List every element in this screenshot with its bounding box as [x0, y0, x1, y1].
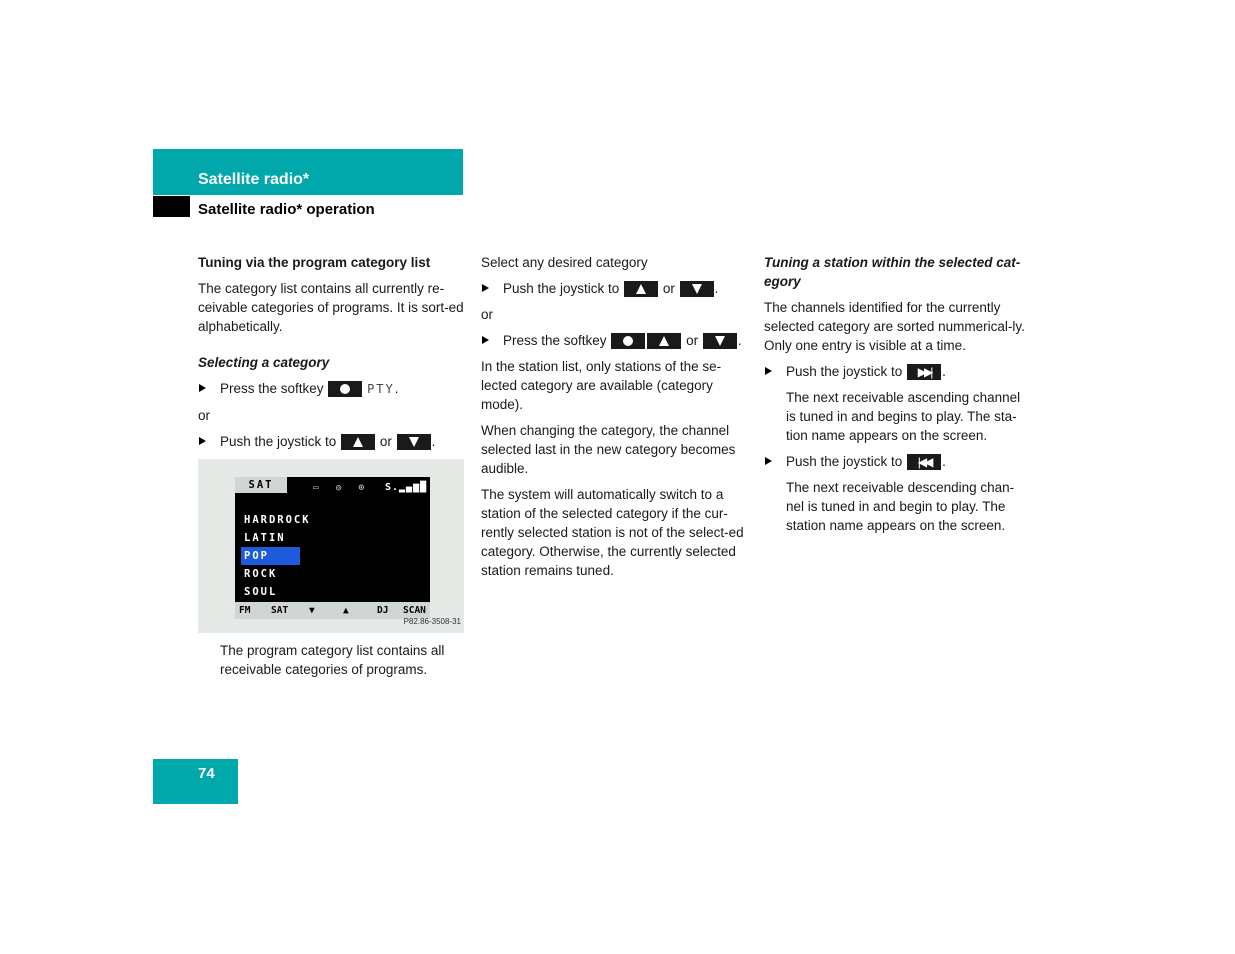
result-ascending: The next receivable ascending channel is tuned in and begins to play. The sta-tion name appears on the screen.	[786, 390, 1021, 443]
paragraph-auto-switch: The system will automatically switch to a station of the selected category if the cur-rently selected station is not of the select-ed category. Otherwise, the currently selected station remains tuned.	[481, 487, 744, 578]
step-push-joystick: Push the joystick to or .	[481, 279, 749, 298]
heading-category-list: Tuning via the program category list	[198, 255, 431, 270]
column-1	[198, 253, 466, 686]
page-number-box	[153, 759, 238, 804]
category-item-selected: POP	[241, 547, 300, 565]
bullet-arrow-icon	[482, 284, 489, 292]
joystick-up-icon	[647, 333, 681, 349]
softkey-dot-icon	[328, 381, 362, 397]
bullet-arrow-icon	[482, 336, 489, 344]
joystick-down-icon	[703, 333, 737, 349]
status-icons: ▭ ◎ ⊙	[313, 483, 371, 493]
heading-tuning-station: Tuning a station within the selected cat-egory	[764, 255, 1021, 289]
paragraph-intro: The category list contains all currently re-ceivable categories of programs. It is sort-ed alphabetically.	[198, 281, 464, 334]
result-descending: The next receivable descending chan-nel is tuned in and begin to play. The station name appears on the screen.	[786, 480, 1015, 533]
radio-screen	[235, 477, 430, 619]
bullet-arrow-icon	[765, 457, 772, 465]
softkey-dj: DJ	[377, 605, 389, 616]
bullet-arrow-icon	[199, 437, 206, 445]
joystick-up-icon	[624, 281, 658, 297]
section-subtitle: Satellite radio* operation	[198, 201, 375, 218]
column-2	[481, 253, 749, 587]
paragraph-changing-category: When changing the category, the channel selected last in the new category becomes audible.	[481, 423, 736, 476]
heading-selecting-category: Selecting a category	[198, 355, 330, 370]
softkey-sat: SAT	[271, 605, 289, 616]
joystick-down-icon	[680, 281, 714, 297]
skip-back-icon: |◀◀	[907, 454, 941, 470]
section-title: Satellite radio*	[198, 171, 310, 188]
pty-label: PTY	[367, 382, 395, 396]
figure-caption: The program category list contains all receivable categories of programs.	[220, 643, 445, 677]
joystick-down-icon	[397, 434, 431, 450]
section-marker	[153, 196, 190, 217]
or-text: or	[481, 307, 494, 322]
category-item: ROCK	[244, 568, 278, 580]
paragraph-channels: The channels identified for the currently selected category are sorted nummerical-ly. Only one entry is visible at a time.	[764, 300, 1025, 353]
category-item: HARDROCK	[244, 514, 311, 526]
bullet-arrow-icon	[765, 367, 772, 375]
figure-code: P82.86-3508-31	[403, 617, 461, 626]
softkey-bar	[235, 602, 430, 619]
step-push-joystick: Push the joystick to or .	[198, 432, 466, 451]
category-list	[241, 511, 341, 601]
step-press-softkey: Press the softkey PTY.	[198, 379, 466, 399]
step-skip-back: Push the joystick to |◀◀ .	[764, 452, 1032, 471]
joystick-up-icon	[341, 434, 375, 450]
paragraph-select: Select any desired category	[481, 255, 648, 270]
category-item: SOUL	[244, 586, 278, 598]
signal-strength-icon: S.▂▄▆█	[385, 482, 428, 493]
bullet-arrow-icon	[199, 384, 206, 392]
sat-tab: SAT	[235, 477, 287, 493]
softkey-down: ▼	[309, 605, 315, 616]
paragraph-station-list: In the station list, only stations of the se-lected category are available (category mode).	[481, 359, 722, 412]
softkey-fm: FM	[239, 605, 251, 616]
step-press-softkey: Press the softkey or .	[481, 331, 749, 350]
category-item: LATIN	[244, 532, 286, 544]
softkey-scan: SCAN	[403, 605, 426, 616]
category-list-figure	[198, 459, 464, 633]
page-number: 74	[198, 765, 215, 782]
column-3	[764, 253, 1032, 542]
or-text: or	[198, 408, 211, 423]
softkey-up: ▲	[343, 605, 349, 616]
skip-forward-icon: ▶▶|	[907, 364, 941, 380]
softkey-dot-icon	[611, 333, 645, 349]
step-skip-forward: Push the joystick to ▶▶| .	[764, 362, 1032, 381]
